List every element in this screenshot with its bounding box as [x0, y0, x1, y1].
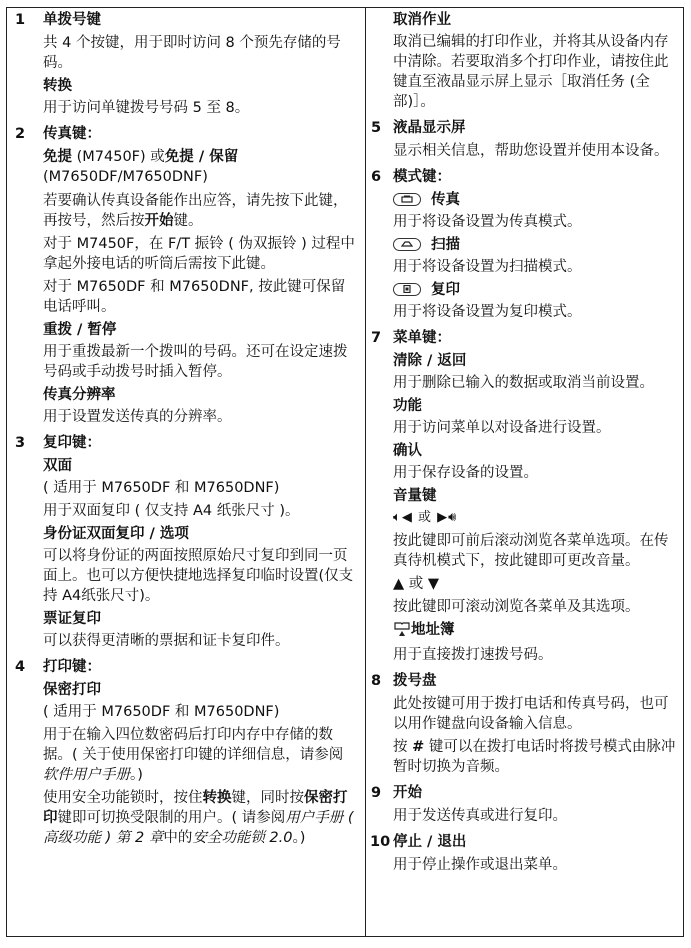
paragraph: 按 # 键可以在拨打电话时将拨号模式由脉冲暂时切换为音频。 — [393, 739, 676, 775]
mode-copy: 复印 — [393, 280, 676, 300]
nav-keys: ▲ 或 ▼ — [393, 576, 440, 592]
subheading: 确认 — [393, 443, 422, 459]
subheading: 清除 / 返回 — [393, 353, 467, 369]
paragraph: 此处按键可用于拨打电话和传真号码，也可以用作键盘向设备输入信息。 — [393, 696, 669, 732]
section-9 — [371, 783, 676, 826]
section-number: 2 — [15, 126, 26, 142]
subheading: 传真分辨率 — [43, 387, 116, 403]
paragraph: 用于双面复印 ( 仅支持 A4 纸张尺寸 )。 — [43, 503, 300, 519]
section-number: 4 — [15, 659, 26, 675]
paragraph: ( 适用于 M7650DF 和 M7650DNF) — [43, 480, 280, 496]
section-number: 5 — [371, 120, 382, 136]
paragraph: 用于停止操作或退出菜单。 — [393, 857, 567, 873]
paragraph: 用于直接拨打速拨号码。 — [393, 647, 553, 663]
paragraph: 用于保存设备的设置。 — [393, 465, 538, 481]
subheading: 转换 — [43, 78, 72, 94]
paragraph: ( 适用于 M7650DF 和 M7650DNF) — [43, 704, 280, 720]
section-5 — [371, 118, 676, 161]
section-6 — [371, 167, 676, 322]
section-title: 开始 — [393, 785, 422, 801]
subheading: 音量键 — [393, 488, 437, 504]
scan-icon — [393, 238, 421, 251]
subheading: 取消作业 — [393, 12, 451, 28]
volume-up-icon: 🔊︎ — [448, 510, 458, 525]
paragraph: 用于将设备设置为复印模式。 — [393, 304, 582, 320]
subheading: 保密打印 — [43, 682, 101, 698]
mode-fax: 传真 — [393, 190, 676, 210]
section-number: 9 — [371, 785, 382, 801]
section-number: 8 — [371, 673, 382, 689]
paragraph: 用于访问菜单以对设备进行设置。 — [393, 420, 611, 436]
section-number: 10 — [370, 834, 391, 850]
paragraph: 按此键即可滚动浏览各菜单及其选项。 — [393, 599, 640, 615]
subheading: 功能 — [393, 398, 422, 414]
subheading: 身份证双面复印 / 选项 — [43, 526, 189, 542]
section-title: 单拨号键 — [43, 12, 101, 28]
mode-scan: 扫描 — [393, 235, 676, 255]
section-number: 3 — [15, 435, 26, 451]
paragraph: 对于 M7450F，在 F/T 振铃 ( 伪双振铃 ) 过程中拿起外接电话的听筒后需按下此键。 — [43, 236, 355, 272]
left-column — [15, 10, 355, 854]
section-7 — [371, 328, 676, 665]
paragraph: 取消已编辑的打印作业，并将其从设备内存中清除。若要取消多个打印作业，请按住此键直至液晶显示屏上显示［取消任务 (全部)］。 — [393, 34, 669, 110]
paragraph: 共 4 个按键，用于即时访问 8 个预先存储的号码。 — [43, 35, 341, 71]
paragraph: 若要确认传真设备能作出应答，请先按下此键，再按号，然后按开始键。 — [43, 193, 348, 229]
paragraph: 用于发送传真或进行复印。 — [393, 808, 567, 824]
paragraph: 使用安全功能锁时，按住转换键，同时按保密打印键即可切换受限制的用户。( 请参阅用户手册 ( 高级功能 ) 第 2 章中的安全功能锁 2.0。) — [43, 790, 354, 846]
section-2 — [15, 124, 355, 427]
section-1 — [15, 10, 355, 118]
column-divider — [365, 7, 366, 937]
paragraph: 按此键即可前后滚动浏览各菜单选项。在传真待机模式下，按此键即可更改音量。 — [393, 533, 669, 569]
paragraph: 用于重拨最新一个拨叫的号码。还可在设定速拨号码或手动拨号时插入暂停。 — [43, 344, 348, 380]
paragraph: 用于在输入四位数密码后打印内存中存储的数据。( 关于使用保密打印键的详细信息，请参阅软件用户手册。) — [43, 727, 344, 783]
section-8 — [371, 671, 676, 777]
section-title: 复印键： — [43, 435, 101, 451]
paragraph: 用于将设备设置为扫描模式。 — [393, 259, 582, 275]
section-title: 传真键： — [43, 126, 101, 142]
subheading: 双面 — [43, 458, 72, 474]
paragraph: 用于删除已输入的数据或取消当前设置。 — [393, 375, 654, 391]
paragraph: 可以获得更清晰的票据和证卡复印件。 — [43, 633, 290, 649]
section-title: 打印键： — [43, 659, 101, 675]
section-title: 菜单键： — [393, 330, 451, 346]
fax-icon — [393, 193, 421, 206]
paragraph: 显示相关信息，帮助您设置并使用本设备。 — [393, 143, 669, 159]
section-number: 1 — [15, 12, 26, 28]
left-arrow-icon: ◀ — [401, 510, 413, 525]
volume-keys: 🔈︎◀ 或 ▶🔊︎ — [393, 510, 458, 525]
section-4-continued — [371, 10, 676, 112]
subheading: 地址簿 — [393, 620, 676, 643]
section-title: 停止 / 退出 — [393, 834, 467, 850]
section-number: 6 — [371, 169, 382, 185]
paragraph: 用于设置发送传真的分辨率。 — [43, 409, 232, 425]
subheading: 重拨 / 暂停 — [43, 322, 117, 338]
up-arrow-icon: ▲ — [393, 576, 405, 592]
section-4 — [15, 657, 355, 848]
right-arrow-icon: ▶ — [437, 510, 449, 525]
section-number: 7 — [371, 330, 382, 346]
right-column — [371, 10, 676, 881]
subheading: 票证复印 — [43, 611, 101, 627]
paragraph: 可以将身份证的两面按照原始尺寸复印到同一页面上。也可以方便快捷地选择复印临时设置(仅支持 A4纸张尺寸)。 — [43, 548, 354, 604]
section-title: 模式键： — [393, 169, 451, 185]
section-3 — [15, 433, 355, 651]
down-arrow-icon: ▼ — [427, 576, 440, 592]
subheading: 免提 (M7450F) 或免提 / 保留 (M7650DF/M7650DNF) — [43, 149, 239, 185]
section-10 — [371, 832, 676, 875]
paragraph: 用于将设备设置为传真模式。 — [393, 214, 582, 230]
volume-down-icon: 🔈︎ — [393, 510, 402, 525]
section-title: 液晶显示屏 — [393, 120, 466, 136]
copy-icon — [393, 283, 421, 296]
address-book-icon — [393, 621, 411, 643]
section-title: 拨号盘 — [393, 673, 437, 689]
paragraph: 用于访问单键拨号号码 5 至 8。 — [43, 100, 250, 116]
paragraph: 对于 M7650DF 和 M7650DNF, 按此键可保留电话呼叫。 — [43, 279, 346, 315]
